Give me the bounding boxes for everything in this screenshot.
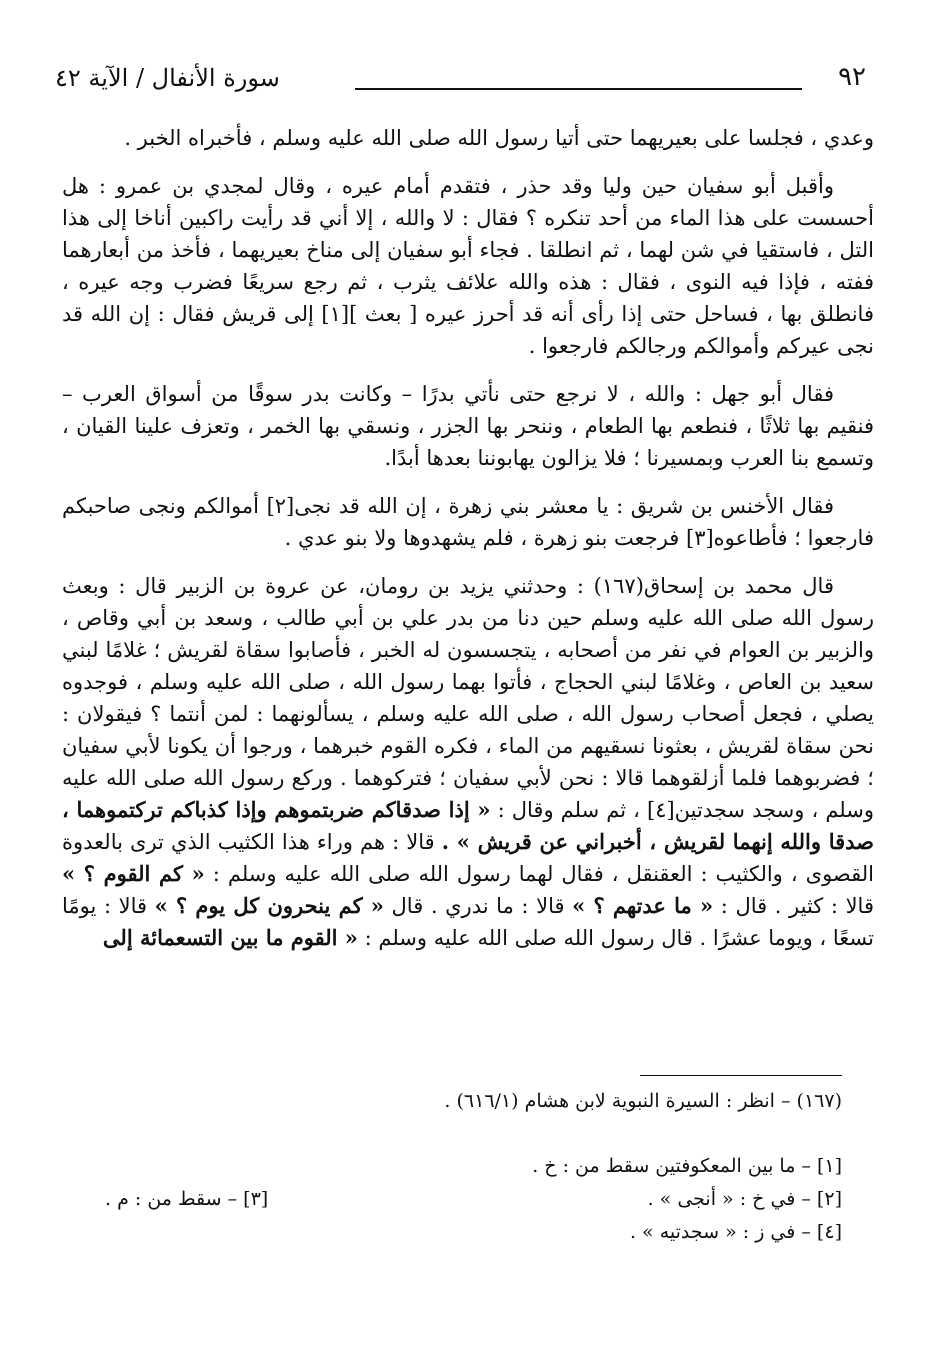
- running-title: سورة الأنفال / الآية ٤٢: [55, 64, 280, 92]
- narration-text: قالا : يومًا تسعًا ، ويوما عشرًا . قال رسول الله صلى الله عليه وسلم :: [62, 894, 874, 950]
- footnote-rule: [640, 1075, 842, 1076]
- paragraph: وأقبل أبو سفيان حين وليا وقد حذر ، فتقدم أمام عيره ، وقال لمجدي بن عمرو : هل أحسست على هذا الماء من أحد تنكره ؟ فقال : لا والله ، إلا أني قد رأيت راكبين أناخا إلى هذا التل ، فاستقيا في شن لهما ، ثم انطلقا . فجاء أبو سفيان إلى مناخ بعيريهما ، فأخذ من أبعارهما ففته ، فإذا فيه النوى ، فقال : هذه والله علائف يثرب ، ثم رجع سريعًا فضرب وجه عيره ، فانطلق بها ، فساحل حتى إذا رأى أنه قد أحرز عيره [ بعث ][١] إلى قريش فقال : إن الله قد نجى عيركم وأموالكم ورجالكم فارجعوا .: [62, 174, 874, 358]
- hadith-quote: « القوم ما بين التسعمائة إلى: [102, 925, 358, 950]
- main-text: [62, 122, 874, 954]
- paragraph: فقال أبو جهل : والله ، لا نرجع حتى نأتي بدرًا – وكانت بدر سوقًا من أسواق العرب – فنقيم بها ثلاثًا ، فنطعم بها الطعام ، وننحر بها الجزر ، ونسقي بها الخمر ، وتعزف علينا القيان ، وتسمع بنا العرب وبمسيرنا ؛ فلا يزالون يهابوننا بعدها أبدًا.: [62, 382, 874, 470]
- narration-text: قالا : ما ندري . قال: [391, 894, 565, 918]
- page-header: [55, 62, 874, 102]
- variant-note: [١] – ما بين المعكوفتين سقط من : خ .: [532, 1155, 842, 1177]
- header-rule: [355, 88, 802, 90]
- paragraph: فقال الأخنس بن شريق : يا معشر بني زهرة ، إن الله قد نجى[٢] أموالكم ونجى صاحبكم فارجعوا ؛ فأطاعوه[٣] فرجعت بنو زهرة ، فلم يشهدوها ولا بنو عدي .: [62, 494, 874, 550]
- narration-text: قالا : كثير . قال :: [720, 894, 874, 918]
- hadith-quote: « ما عدتهم ؟ »: [572, 893, 714, 918]
- page-number: ٩٢: [838, 62, 866, 92]
- paragraph-narration: [62, 570, 874, 954]
- variant-note: [٣] – سقط من : م .: [105, 1188, 269, 1210]
- variant-note: [٢] – في خ : « أنجى » .: [647, 1188, 842, 1210]
- narration-text: قال محمد بن إسحاق(١٦٧) : وحدثني يزيد بن رومان، عن عروة بن الزبير قال : وبعث رسول الله صلى الله عليه وسلم حين دنا من بدر علي بن أبي طالب ، وسعد بن أبي وقاص ، والزبير بن العوام في نفر من أصحابه ، يتجسسون له الخبر ، فأصابوا سقاة لقريش ؛ غلامًا لبني سعيد بن العاص ، وغلامًا لبني الحجاج ، فأتوا بهما رسول الله ، صلى الله عليه وسلم ، فوجدوه يصلي ، فجعل أصحاب رسول الله ، صلى الله عليه وسلم ، يسألونهما : لمن أنتما ؟ فيقولان : نحن سقاة لقريش ، بعثونا نسقيهم من الماء ، فكره القوم خبرهما ، ورجوا أن يكونا لأبي سفيان ؛ فضربوهما فلما أزلقوهما قالا : نحن لأبي سفيان ؛ فتركوهما . وركع رسول الله صلى الله عليه وسلم ، وسجد سجدتين[٤] ، ثم سلم وقال :: [62, 574, 874, 822]
- variant-note: [٤] – في ز : « سجدتيه » .: [629, 1221, 842, 1243]
- hadith-quote: « كم القوم ؟ »: [62, 861, 205, 886]
- footnote: (١٦٧) – انظر : السيرة النبوية لابن هشام (٦١٦/١) .: [444, 1090, 842, 1112]
- paragraph: وعدي ، فجلسا على بعيريهما حتى أتيا رسول الله صلى الله عليه وسلم ، فأخبراه الخبر .: [124, 126, 874, 150]
- hadith-quote: « كم ينحرون كل يوم ؟ »: [154, 893, 384, 918]
- hadith-quote: « إذا صدقاكم ضربتموهم وإذا كذباكم تركتموهما ، صدقا والله إنهما لقريش ، أخبراني عن قريش » .: [62, 797, 874, 854]
- narration-text: قالا : هم وراء هذا الكثيب الذي ترى بالعدوة القصوى ، والكثيب : العقنقل ، فقال لهما رسول الله صلى الله عليه وسلم :: [62, 830, 874, 886]
